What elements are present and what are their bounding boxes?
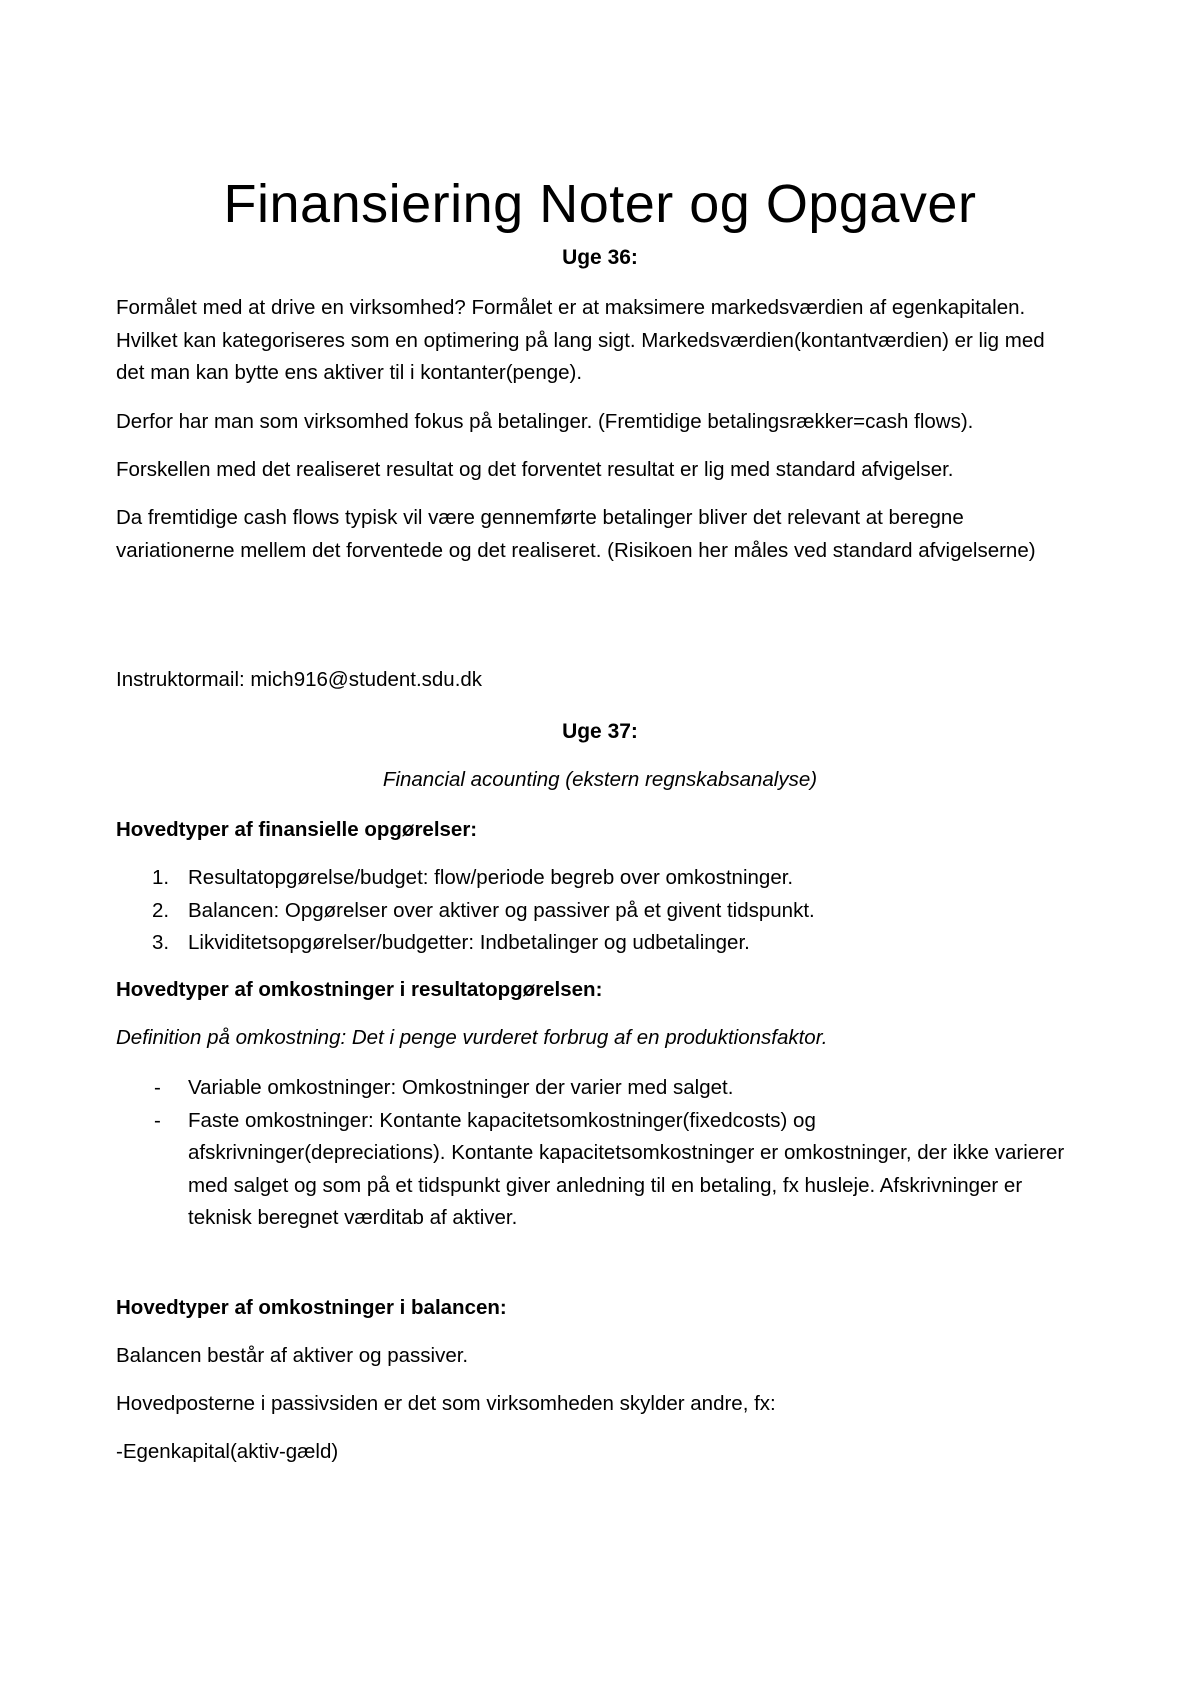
- section-heading-omkostninger-balancen: Hovedtyper af omkostninger i balancen:: [116, 1296, 507, 1319]
- list-item: [116, 927, 1076, 960]
- section-heading-omkostninger-resultatopgorelsen: Hovedtyper af omkostninger i resultatopgørelsen:: [116, 978, 603, 1001]
- uge36-paragraph-2: Derfor har man som virksomhed fokus på betalinger. (Fremtidige betalingsrækker=cash flows).: [116, 410, 974, 433]
- list-item-text: Variable omkostninger: Omkostninger der varier med salget.: [188, 1076, 734, 1099]
- section-heading-finansielle-opgorelser: Hovedtyper af finansielle opgørelser:: [116, 818, 478, 841]
- list-item: [116, 862, 1076, 895]
- balancen-paragraph-1: Balancen består af aktiver og passiver.: [116, 1344, 469, 1367]
- uge36-paragraph-1: Formålet med at drive en virksomhed? Formålet er at maksimere markedsværdien af egenkapitalen. Hvilket kan kategoriseres som en optimering på lang sigt. Markedsværdien(kontantværdien) er lig med det man kan bytte ens aktiver til i kontanter(penge).: [116, 296, 1045, 384]
- list-marker: -: [154, 1108, 161, 1132]
- uge36-heading: Uge 36:: [562, 246, 638, 269]
- balancen-paragraph-3: -Egenkapital(aktiv-gæld): [116, 1440, 339, 1463]
- list-item: [116, 1105, 1076, 1235]
- balancen-paragraph-2: Hovedposterne i passivsiden er det som virksomheden skylder andre, fx:: [116, 1392, 776, 1415]
- instructor-email: Instruktormail: mich916@student.sdu.dk: [116, 668, 483, 691]
- list-item: [116, 895, 1076, 928]
- list-item-text: Faste omkostninger: Kontante kapacitetsomkostninger(fixedcosts) og afskrivninger(depreciations). Kontante kapacitetsomkostninger er omkostninger, der ikke varierer med salget og som på et tidspunkt giver anledning til en betaling, fx husleje. Afskrivninger er teknisk beregnet værditab af aktiver.: [188, 1108, 1065, 1229]
- list-marker: -: [154, 1076, 161, 1099]
- list-item-text: Likviditetsopgørelser/budgetter: Indbetalinger og udbetalinger.: [188, 931, 750, 954]
- omkostninger-list: [116, 1072, 1076, 1235]
- finansielle-opgorelser-list: [116, 862, 1076, 960]
- list-marker: 2.: [152, 898, 170, 922]
- definition-omkostning: Definition på omkostning: Det i penge vurderet forbrug af en produktionsfaktor.: [116, 1026, 828, 1049]
- uge36-paragraph-3: Forskellen med det realiseret resultat og det forventet resultat er lig med standard afvigelser.: [116, 458, 954, 481]
- list-item-text: Balancen: Opgørelser over aktiver og passiver på et givent tidspunkt.: [188, 898, 815, 922]
- uge37-heading: Uge 37:: [562, 720, 638, 743]
- uge37-subtitle: Financial acounting (ekstern regnskabsanalyse): [382, 768, 818, 791]
- list-item-text: Resultatopgørelse/budget: flow/periode begreb over omkostninger.: [188, 866, 794, 889]
- document-title: Finansiering Noter og Opgaver: [223, 174, 977, 234]
- list-marker: 1.: [152, 866, 170, 889]
- list-marker: 3.: [152, 931, 170, 954]
- uge36-paragraph-4: Da fremtidige cash flows typisk vil være gennemførte betalinger bliver det relevant at beregne variationerne mellem det forventede og det realiseret. (Risikoen her måles ved standard afvigelserne): [116, 506, 1036, 562]
- list-item: [116, 1072, 1076, 1105]
